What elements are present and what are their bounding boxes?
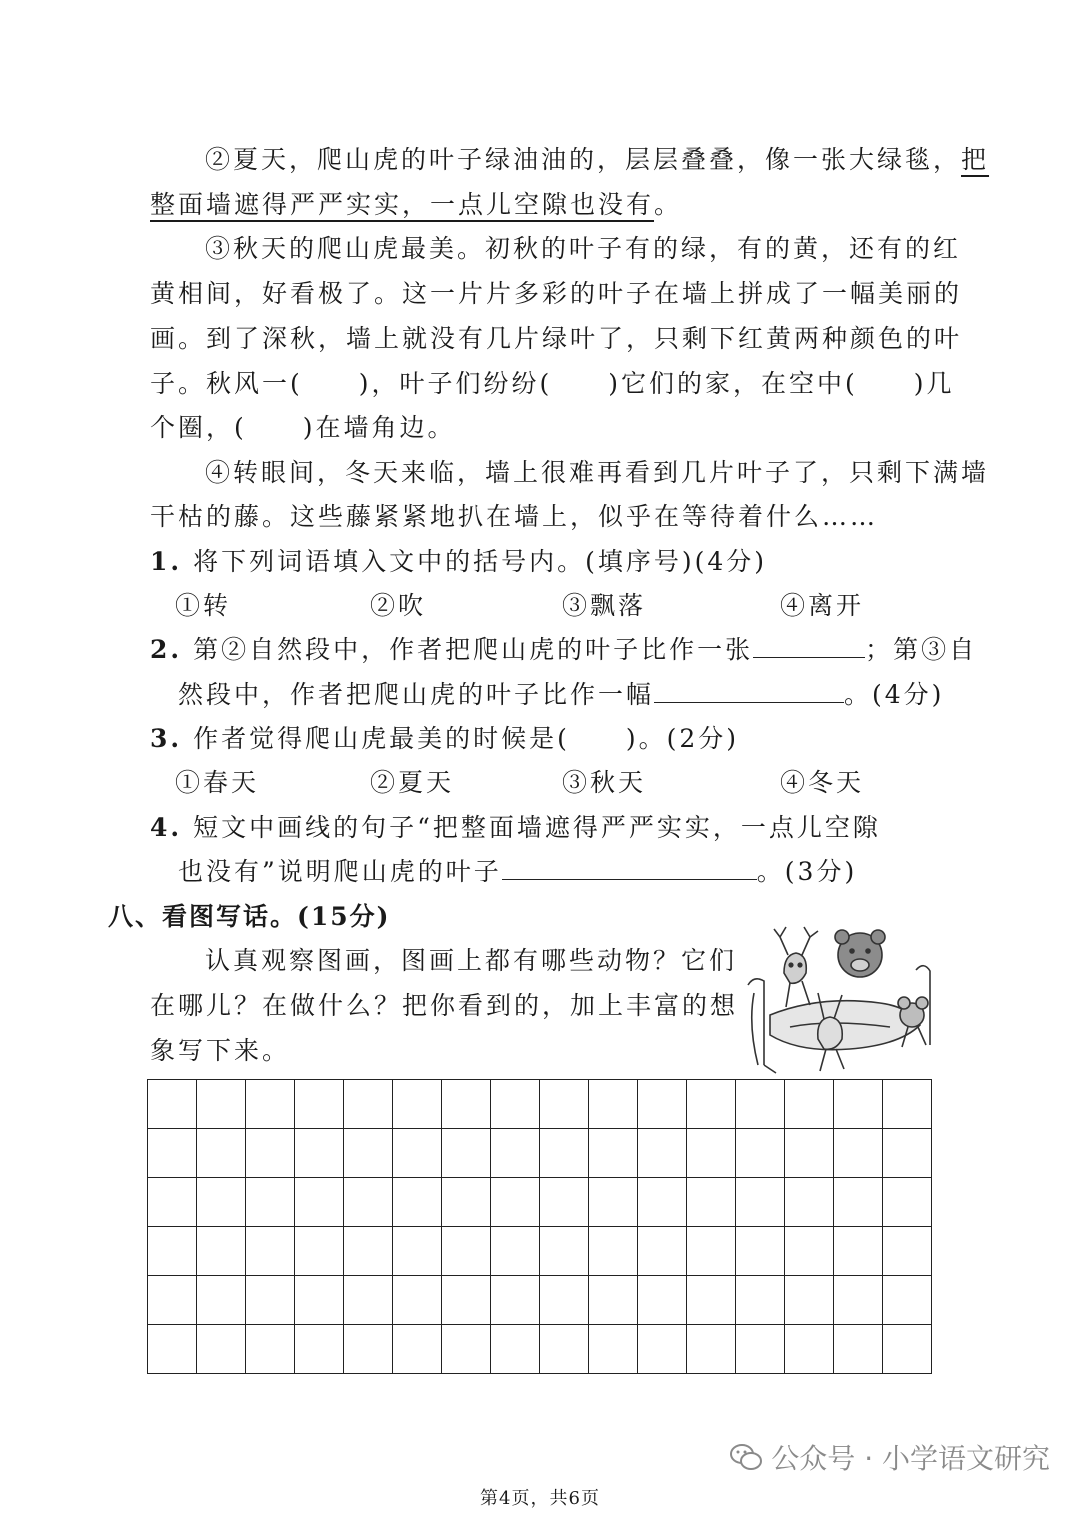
grid-cell[interactable] <box>540 1276 589 1325</box>
grid-cell[interactable] <box>687 1080 736 1129</box>
grid-cell[interactable] <box>540 1178 589 1227</box>
grid-cell[interactable] <box>834 1178 883 1227</box>
grid-cell[interactable] <box>442 1227 491 1276</box>
grid-cell[interactable] <box>540 1080 589 1129</box>
passage-line: 画。到了深秋，墙上就没有几片绿叶了，只剩下红黄两种颜色的叶 <box>150 324 963 353</box>
passage-line: ④转眼间，冬天来临，墙上很难再看到几片叶子了，只剩下满墙 <box>205 458 990 487</box>
grid-cell[interactable] <box>589 1178 638 1227</box>
watermark <box>729 1437 1050 1477</box>
q1-option-1: ①转 <box>175 591 232 620</box>
grid-cell[interactable] <box>736 1080 785 1129</box>
grid-cell[interactable] <box>687 1276 736 1325</box>
grid-cell[interactable] <box>197 1178 246 1227</box>
grid-cell[interactable] <box>246 1129 295 1178</box>
grid-cell[interactable] <box>883 1276 932 1325</box>
grid-cell[interactable] <box>393 1129 442 1178</box>
q3-option-4: ④冬天 <box>780 768 865 797</box>
grid-cell[interactable] <box>883 1325 932 1374</box>
grid-cell[interactable] <box>589 1276 638 1325</box>
q1-option-3: ③飘落 <box>562 591 647 620</box>
grid-cell[interactable] <box>687 1227 736 1276</box>
grid-cell[interactable] <box>393 1276 442 1325</box>
grid-cell[interactable] <box>883 1227 932 1276</box>
grid-cell[interactable] <box>295 1129 344 1178</box>
grid-cell[interactable] <box>246 1325 295 1374</box>
q3-option-3: ③秋天 <box>562 768 647 797</box>
grid-cell[interactable] <box>344 1080 393 1129</box>
grid-cell[interactable] <box>540 1129 589 1178</box>
grid-cell[interactable] <box>344 1276 393 1325</box>
grid-cell[interactable] <box>393 1227 442 1276</box>
grid-cell[interactable] <box>834 1227 883 1276</box>
grid-cell[interactable] <box>687 1325 736 1374</box>
grid-cell[interactable] <box>295 1227 344 1276</box>
answer-blank[interactable] <box>654 676 844 703</box>
grid-cell[interactable] <box>491 1178 540 1227</box>
grid-cell[interactable] <box>638 1227 687 1276</box>
grid-cell[interactable] <box>246 1276 295 1325</box>
grid-cell[interactable] <box>638 1276 687 1325</box>
grid-cell[interactable] <box>638 1178 687 1227</box>
grid-cell[interactable] <box>834 1080 883 1129</box>
grid-cell[interactable] <box>883 1080 932 1129</box>
grid-cell[interactable] <box>344 1129 393 1178</box>
grid-cell[interactable] <box>246 1178 295 1227</box>
grid-cell[interactable] <box>687 1129 736 1178</box>
grid-cell[interactable] <box>393 1178 442 1227</box>
grid-cell[interactable] <box>442 1178 491 1227</box>
grid-cell[interactable] <box>393 1080 442 1129</box>
grid-cell[interactable] <box>246 1080 295 1129</box>
grid-cell[interactable] <box>785 1080 834 1129</box>
grid-cell[interactable] <box>442 1080 491 1129</box>
grid-cell[interactable] <box>148 1129 197 1178</box>
q1-option-2: ②吹 <box>370 591 427 620</box>
grid-cell[interactable] <box>638 1080 687 1129</box>
grid-cell[interactable] <box>393 1325 442 1374</box>
passage-line: 整面墙遮得严严实实，一点儿空隙也没有。 <box>150 190 683 219</box>
grid-cell[interactable] <box>197 1080 246 1129</box>
grid-cell[interactable] <box>736 1227 785 1276</box>
grid-cell[interactable] <box>442 1129 491 1178</box>
grid-cell[interactable] <box>344 1178 393 1227</box>
grid-cell[interactable] <box>197 1129 246 1178</box>
grid-cell[interactable] <box>785 1227 834 1276</box>
grid-cell[interactable] <box>589 1129 638 1178</box>
grid-cell[interactable] <box>491 1325 540 1374</box>
grid-cell[interactable] <box>344 1227 393 1276</box>
grid-cell[interactable] <box>197 1227 246 1276</box>
grid-cell[interactable] <box>540 1325 589 1374</box>
grid-cell[interactable] <box>540 1227 589 1276</box>
grid-cell[interactable] <box>295 1276 344 1325</box>
passage-line: 子。秋风一( )，叶子们纷纷( )它们的家，在空中( )几 <box>150 369 955 398</box>
grid-cell[interactable] <box>491 1129 540 1178</box>
q3-option-2: ②夏天 <box>370 768 455 797</box>
grid-cell[interactable] <box>589 1080 638 1129</box>
grid-cell[interactable] <box>442 1325 491 1374</box>
grid-cell[interactable] <box>638 1129 687 1178</box>
grid-cell[interactable] <box>834 1325 883 1374</box>
grid-cell[interactable] <box>148 1178 197 1227</box>
writing-prompt-line: 象写下来。 <box>150 1036 291 1065</box>
grid-cell[interactable] <box>589 1325 638 1374</box>
grid-cell[interactable] <box>589 1227 638 1276</box>
question-3: 3. 作者觉得爬山虎最美的时候是( )。(2分) <box>150 724 739 753</box>
passage-line: 干枯的藤。这些藤紧紧地扒在墙上，似乎在等待着什么…… <box>150 502 879 531</box>
grid-cell[interactable] <box>736 1129 785 1178</box>
page-number: 第4页，共6页 <box>480 1488 600 1509</box>
question-1: 1. 将下列词语填入文中的括号内。(填序号)(4分) <box>150 547 767 576</box>
passage-line: 黄相间，好看极了。这一片片多彩的叶子在墙上拼成了一幅美丽的 <box>150 279 963 308</box>
grid-cell[interactable] <box>883 1129 932 1178</box>
question-2: 2. 第②自然段中，作者把爬山虎的叶子比作一张 ；第③自 <box>150 630 940 670</box>
grid-cell[interactable] <box>148 1227 197 1276</box>
passage-line: ③秋天的爬山虎最美。初秋的叶子有的绿，有的黄，还有的红 <box>205 234 962 263</box>
question-2-cont: 然段中，作者把爬山虎的叶子比作一幅 。(4分) <box>178 675 940 715</box>
watermark-text: 公众号 · 小学语文研究 <box>771 1442 1050 1475</box>
q3-option-1: ①春天 <box>175 768 260 797</box>
grid-cell[interactable] <box>491 1080 540 1129</box>
grid-cell[interactable] <box>736 1178 785 1227</box>
writing-prompt-line: 在哪儿？在做什么？把你看到的，加上丰富的想 <box>150 991 739 1020</box>
grid-cell[interactable] <box>785 1178 834 1227</box>
wechat-icon <box>729 1442 763 1472</box>
section-title: 八、看图写话。(15分) <box>108 902 391 931</box>
grid-cell[interactable] <box>491 1276 540 1325</box>
grid-cell[interactable] <box>491 1227 540 1276</box>
grid-cell[interactable] <box>148 1325 197 1374</box>
passage-line: 个圈，( )在墙角边。 <box>150 413 456 442</box>
grid-cell[interactable] <box>197 1276 246 1325</box>
animals-illustration <box>740 915 950 1080</box>
grid-cell[interactable] <box>197 1325 246 1374</box>
grid-cell[interactable] <box>148 1080 197 1129</box>
grid-cell[interactable] <box>295 1178 344 1227</box>
question-4: 4. 短文中画线的句子“把整面墙遮得严严实实，一点儿空隙 <box>150 813 881 842</box>
grid-cell[interactable] <box>834 1129 883 1178</box>
grid-cell[interactable] <box>883 1178 932 1227</box>
answer-blank[interactable] <box>502 853 757 880</box>
grid-cell[interactable] <box>148 1276 197 1325</box>
grid-cell[interactable] <box>785 1325 834 1374</box>
grid-cell[interactable] <box>736 1276 785 1325</box>
grid-cell[interactable] <box>295 1080 344 1129</box>
grid-cell[interactable] <box>736 1325 785 1374</box>
grid-cell[interactable] <box>442 1276 491 1325</box>
passage-line: ②夏天，爬山虎的叶子绿油油的，层层叠叠，像一张大绿毯，把 <box>205 145 990 174</box>
grid-cell[interactable] <box>687 1178 736 1227</box>
writing-prompt-line: 认真观察图画，图画上都有哪些动物？它们 <box>205 946 738 975</box>
writing-grid[interactable] <box>147 1079 932 1374</box>
question-4-cont: 也没有”说明爬山虎的叶子 。(3分) <box>178 852 940 892</box>
grid-cell[interactable] <box>344 1325 393 1374</box>
grid-cell[interactable] <box>638 1325 687 1374</box>
q1-option-4: ④离开 <box>780 591 865 620</box>
grid-cell[interactable] <box>246 1227 295 1276</box>
grid-cell[interactable] <box>295 1325 344 1374</box>
grid-cell[interactable] <box>834 1276 883 1325</box>
grid-cell[interactable] <box>785 1276 834 1325</box>
grid-cell[interactable] <box>785 1129 834 1178</box>
answer-blank[interactable] <box>753 631 865 658</box>
